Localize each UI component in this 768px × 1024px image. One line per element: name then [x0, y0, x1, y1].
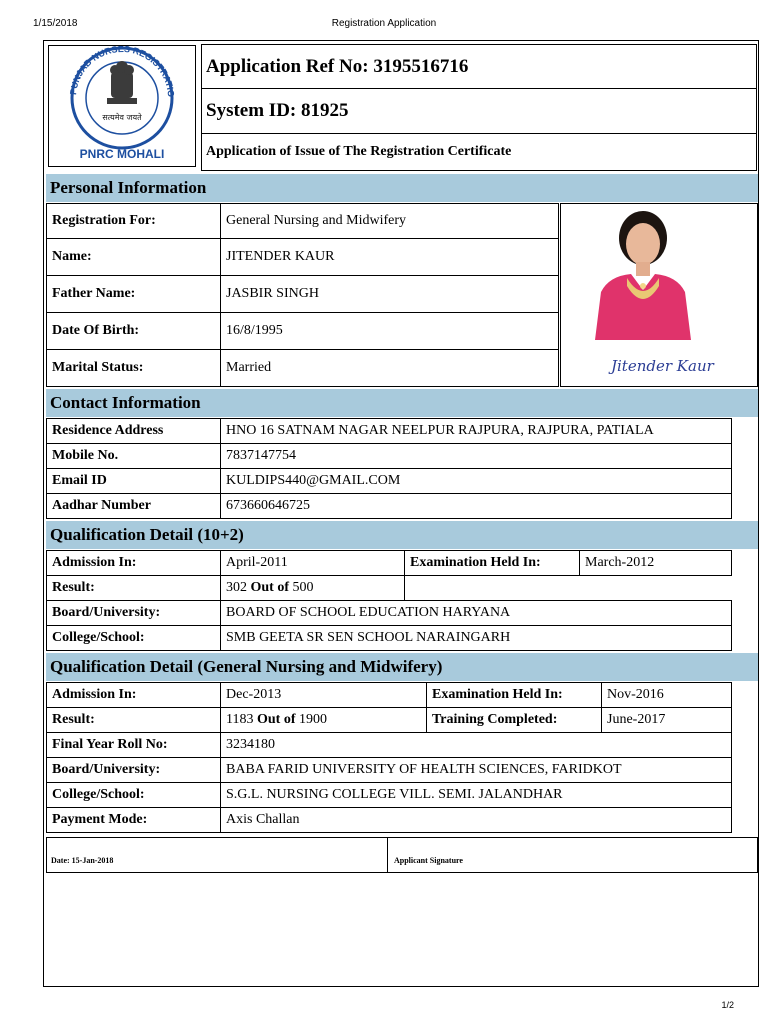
father-name-label: Father Name:	[46, 275, 221, 313]
logo-ring-text: PUNJAB NURSES REGISTRATIO	[68, 46, 177, 98]
system-id-row	[201, 88, 757, 134]
residence-address-label: Residence Address	[46, 418, 221, 444]
result-value-10-2	[220, 575, 405, 601]
applicant-photo	[561, 204, 757, 386]
contact-info-header: Contact Information	[46, 389, 758, 417]
application-ref-value: 3195516716	[373, 55, 469, 77]
print-date: 1/15/2018	[33, 18, 78, 29]
exam-held-value-10-2: March-2012	[579, 550, 732, 576]
college-value-10-2: SMB GEETA SR SEN SCHOOL NARAINGARH	[220, 625, 732, 651]
applicant-signature-cell	[387, 837, 758, 873]
page-number: 1/2	[721, 1000, 734, 1010]
admission-value-10-2: April-2011	[220, 550, 405, 576]
aadhar-label: Aadhar Number	[46, 493, 221, 519]
print-title: Registration Application	[331, 18, 437, 29]
dob-value: 16/8/1995	[220, 312, 559, 350]
college-label-10-2: College/School:	[46, 625, 221, 651]
residence-address-value: HNO 16 SATNAM NAGAR NEELPUR RAJPURA, RAJPURA, PATIALA	[220, 418, 732, 444]
date-cell	[46, 837, 388, 873]
roll-no-value: 3234180	[220, 732, 732, 758]
father-name-value: JASBIR SINGH	[220, 275, 559, 313]
marital-status-value: Married	[220, 349, 559, 387]
training-completed-label: Training Completed:	[426, 707, 602, 733]
application-date: Date: 15-Jan-2018	[51, 855, 114, 865]
result-obtained-10-2: 302	[226, 580, 247, 595]
council-logo	[48, 45, 196, 167]
result-label-gnm: Result:	[46, 707, 221, 733]
registration-for-label: Registration For:	[46, 203, 221, 239]
applicant-signature-label: Applicant Signature	[394, 855, 463, 865]
result-total-10-2: 500	[292, 580, 314, 595]
application-form	[43, 40, 759, 987]
exam-held-label-10-2: Examination Held In:	[404, 550, 580, 576]
admission-value-gnm: Dec-2013	[220, 682, 427, 708]
form-subtitle: Application of Issue of The Registration Certificate	[201, 133, 757, 171]
application-ref-label: Application Ref No:	[206, 55, 369, 77]
board-label-gnm: Board/University:	[46, 757, 221, 783]
training-completed-value: June-2017	[601, 707, 732, 733]
qualification-10-2-header: Qualification Detail (10+2)	[46, 521, 758, 549]
result-outof-10-2: Out of	[250, 580, 289, 595]
payment-mode-value: Axis Challan	[220, 807, 732, 833]
logo-name: PNRC MOHALI	[79, 147, 165, 161]
registration-for-value: General Nursing and Midwifery	[220, 203, 559, 239]
result-value-gnm	[220, 707, 427, 733]
result-total-gnm: 1900	[298, 712, 327, 727]
qualification-gnm-header: Qualification Detail (General Nursing and Midwifery)	[46, 653, 758, 681]
aadhar-value: 673660646725	[220, 493, 732, 519]
system-id-value: 81925	[301, 100, 349, 121]
college-value-gnm: S.G.L. NURSING COLLEGE VILL. SEMI. JALANDHAR	[220, 782, 732, 808]
payment-mode-label: Payment Mode:	[46, 807, 221, 833]
personal-info-header: Personal Information	[46, 174, 758, 202]
system-id-label: System ID:	[206, 100, 297, 121]
email-value: KULDIPS440@GMAIL.COM	[220, 468, 732, 494]
exam-held-value-gnm: Nov-2016	[601, 682, 732, 708]
result-obtained-gnm: 1183	[226, 712, 254, 727]
roll-no-label: Final Year Roll No:	[46, 732, 221, 758]
board-value-gnm: BABA FARID UNIVERSITY OF HEALTH SCIENCES, FARIDKOT	[220, 757, 732, 783]
dob-label: Date Of Birth:	[46, 312, 221, 350]
result-label-10-2: Result:	[46, 575, 221, 601]
logo-motto: सत्यमेव जयते	[102, 113, 142, 122]
form-header	[44, 41, 758, 171]
name-value: JITENDER KAUR	[220, 238, 559, 276]
applicant-photo-panel	[560, 203, 758, 387]
exam-held-label-gnm: Examination Held In:	[426, 682, 602, 708]
email-label: Email ID	[46, 468, 221, 494]
board-value-10-2: BOARD OF SCHOOL EDUCATION HARYANA	[220, 600, 732, 626]
marital-status-label: Marital Status:	[46, 349, 221, 387]
result-outof-gnm: Out of	[256, 712, 296, 727]
mobile-label: Mobile No.	[46, 443, 221, 469]
applicant-signature-image: Jitender Kaur	[611, 357, 714, 375]
admission-label-10-2: Admission In:	[46, 550, 221, 576]
council-seal-icon	[49, 46, 195, 166]
board-label-10-2: Board/University:	[46, 600, 221, 626]
application-ref-row	[201, 44, 757, 89]
college-label-gnm: College/School:	[46, 782, 221, 808]
name-label: Name:	[46, 238, 221, 276]
browser-print-header	[33, 18, 735, 32]
mobile-value: 7837147754	[220, 443, 732, 469]
admission-label-gnm: Admission In:	[46, 682, 221, 708]
